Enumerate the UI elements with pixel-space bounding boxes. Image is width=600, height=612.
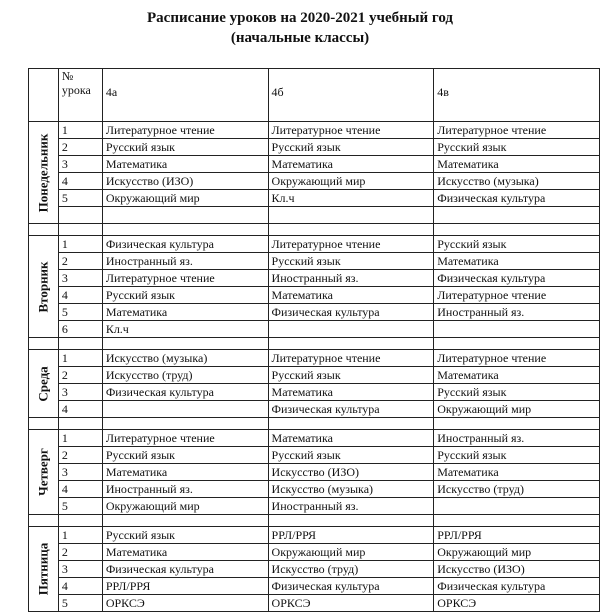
subject-cell: Русский язык — [268, 367, 434, 384]
subject-cell: Литературное чтение — [268, 350, 434, 367]
separator-cell — [29, 515, 59, 527]
separator-cell — [268, 224, 434, 236]
table-row — [29, 464, 600, 481]
day-separator-row — [29, 224, 600, 236]
subject-cell: Окружающий мир — [102, 190, 268, 207]
subject-cell: Русский язык — [434, 384, 600, 401]
day-separator-row — [29, 515, 600, 527]
lesson-number: 1 — [58, 122, 102, 139]
table-row — [29, 173, 600, 190]
day-name: Понедельник — [35, 133, 51, 212]
day-name: Четверг — [35, 448, 51, 496]
subject-cell: Иностранный яз. — [434, 430, 600, 447]
subject-cell: Литературное чтение — [434, 287, 600, 304]
subject-cell — [434, 207, 600, 224]
subject-cell — [268, 321, 434, 338]
subject-cell: ОРКСЭ — [434, 595, 600, 612]
subject-cell: Окружающий мир — [434, 401, 600, 418]
page-title: Расписание уроков на 2020-2021 учебный год — [147, 10, 453, 26]
lesson-number: 2 — [58, 544, 102, 561]
table-row — [29, 430, 600, 447]
lesson-number: 5 — [58, 498, 102, 515]
separator-cell — [102, 224, 268, 236]
day-label-cell — [29, 122, 59, 224]
subject-cell: Искусство (музыка) — [434, 173, 600, 190]
table-row — [29, 207, 600, 224]
subject-cell: Физическая культура — [268, 401, 434, 418]
table-row — [29, 287, 600, 304]
header-class-3: 4в — [434, 69, 600, 122]
table-row — [29, 139, 600, 156]
separator-cell — [102, 338, 268, 350]
subject-cell: Иностранный яз. — [434, 304, 600, 321]
subject-cell: Русский язык — [102, 447, 268, 464]
subject-cell: Физическая культура — [102, 561, 268, 578]
subject-cell: Математика — [102, 156, 268, 173]
day-name: Пятница — [35, 542, 51, 596]
table-row — [29, 447, 600, 464]
table-row — [29, 384, 600, 401]
subject-cell: Физическая культура — [102, 236, 268, 253]
table-row — [29, 401, 600, 418]
lesson-number: 3 — [58, 156, 102, 173]
lesson-number: 3 — [58, 384, 102, 401]
subject-cell: Физическая культура — [102, 384, 268, 401]
header-class-1: 4а — [102, 69, 268, 122]
lesson-number: 4 — [58, 173, 102, 190]
table-row — [29, 561, 600, 578]
lesson-number: 1 — [58, 350, 102, 367]
separator-cell — [29, 224, 59, 236]
subject-cell: Литературное чтение — [434, 122, 600, 139]
page-subtitle: (начальные классы) — [230, 30, 370, 46]
subject-cell — [434, 498, 600, 515]
day-label-cell — [29, 350, 59, 418]
table-row — [29, 122, 600, 139]
lesson-number: 5 — [58, 595, 102, 612]
subject-cell: Литературное чтение — [102, 270, 268, 287]
subject-cell: РРЛ/РРЯ — [434, 527, 600, 544]
subject-cell: ОРКСЭ — [102, 595, 268, 612]
subject-cell: Окружающий мир — [268, 173, 434, 190]
subject-cell: РРЛ/РРЯ — [268, 527, 434, 544]
subject-cell: Русский язык — [434, 236, 600, 253]
table-row — [29, 253, 600, 270]
subject-cell: Литературное чтение — [268, 122, 434, 139]
table-row — [29, 270, 600, 287]
subject-cell: Русский язык — [268, 139, 434, 156]
subject-cell: Иностранный яз. — [268, 270, 434, 287]
separator-cell — [58, 338, 102, 350]
separator-cell — [268, 515, 434, 527]
subject-cell: Русский язык — [102, 527, 268, 544]
subject-cell: Математика — [268, 384, 434, 401]
day-separator-row — [29, 338, 600, 350]
subject-cell: Литературное чтение — [102, 430, 268, 447]
table-row — [29, 156, 600, 173]
separator-cell — [29, 338, 59, 350]
lesson-number: 2 — [58, 139, 102, 156]
subject-cell: Русский язык — [268, 253, 434, 270]
subject-cell: Искусство (труд) — [268, 561, 434, 578]
lesson-number: 3 — [58, 464, 102, 481]
subject-cell: Математика — [102, 464, 268, 481]
subject-cell: Искусство (труд) — [102, 367, 268, 384]
lesson-number: 2 — [58, 447, 102, 464]
subject-cell: Иностранный яз. — [102, 481, 268, 498]
subject-cell: Математика — [268, 156, 434, 173]
table-row — [29, 190, 600, 207]
table-row — [29, 498, 600, 515]
lesson-number: 2 — [58, 367, 102, 384]
lesson-number: 4 — [58, 401, 102, 418]
subject-cell: Русский язык — [268, 447, 434, 464]
subject-cell: РРЛ/РРЯ — [102, 578, 268, 595]
subject-cell: Русский язык — [434, 139, 600, 156]
lesson-number: 4 — [58, 578, 102, 595]
subject-cell: Математика — [434, 367, 600, 384]
subject-cell: Русский язык — [102, 287, 268, 304]
subject-cell — [268, 207, 434, 224]
separator-cell — [268, 338, 434, 350]
separator-cell — [102, 418, 268, 430]
separator-cell — [58, 418, 102, 430]
subject-cell: Физическая культура — [434, 270, 600, 287]
subject-cell: Кл.ч — [102, 321, 268, 338]
subject-cell: Физическая культура — [434, 190, 600, 207]
subject-cell — [102, 401, 268, 418]
lesson-number: 1 — [58, 236, 102, 253]
subject-cell: Искусство (труд) — [434, 481, 600, 498]
table-row — [29, 321, 600, 338]
separator-cell — [58, 224, 102, 236]
table-row — [29, 304, 600, 321]
table-row — [29, 527, 600, 544]
subject-cell: Математика — [434, 156, 600, 173]
separator-cell — [29, 418, 59, 430]
subject-cell: Математика — [434, 464, 600, 481]
day-separator-row — [29, 418, 600, 430]
separator-cell — [434, 418, 600, 430]
subject-cell: Физическая культура — [268, 578, 434, 595]
subject-cell: Литературное чтение — [434, 350, 600, 367]
separator-cell — [268, 418, 434, 430]
subject-cell: Окружающий мир — [268, 544, 434, 561]
header-lesson-number: № урока — [58, 69, 102, 122]
subject-cell: Иностранный яз. — [102, 253, 268, 270]
day-name: Среда — [35, 365, 51, 402]
table-row — [29, 544, 600, 561]
lesson-number: 1 — [58, 430, 102, 447]
separator-cell — [434, 224, 600, 236]
header-day-cell — [29, 69, 59, 122]
subject-cell: Физическая культура — [268, 304, 434, 321]
lesson-number: 3 — [58, 270, 102, 287]
subject-cell: Русский язык — [434, 447, 600, 464]
day-label-cell — [29, 527, 59, 612]
subject-cell: Физическая культура — [434, 578, 600, 595]
subject-cell: Искусство (музыка) — [102, 350, 268, 367]
subject-cell: Кл.ч — [268, 190, 434, 207]
subject-cell: Русский язык — [102, 139, 268, 156]
subject-cell: ОРКСЭ — [268, 595, 434, 612]
lesson-number: 4 — [58, 287, 102, 304]
subject-cell: Математика — [434, 253, 600, 270]
table-row — [29, 578, 600, 595]
lesson-number: 4 — [58, 481, 102, 498]
lesson-number — [58, 207, 102, 224]
lesson-number: 2 — [58, 253, 102, 270]
separator-cell — [434, 515, 600, 527]
lesson-number: 5 — [58, 190, 102, 207]
subject-cell: Иностранный яз. — [268, 498, 434, 515]
schedule-table — [28, 68, 600, 612]
subject-cell: Искусство (музыка) — [268, 481, 434, 498]
subject-cell: Окружающий мир — [434, 544, 600, 561]
table-row — [29, 481, 600, 498]
table-row — [29, 367, 600, 384]
subject-cell: Литературное чтение — [268, 236, 434, 253]
subject-cell: Литературное чтение — [102, 122, 268, 139]
separator-cell — [58, 515, 102, 527]
lesson-number: 1 — [58, 527, 102, 544]
header-row — [29, 69, 600, 122]
subject-cell — [102, 207, 268, 224]
day-label-cell — [29, 430, 59, 515]
header-class-2: 4б — [268, 69, 434, 122]
day-name: Вторник — [35, 260, 51, 313]
subject-cell: Искусство (ИЗО) — [102, 173, 268, 190]
lesson-number: 5 — [58, 304, 102, 321]
table-row — [29, 350, 600, 367]
subject-cell: Математика — [102, 304, 268, 321]
lesson-number: 3 — [58, 561, 102, 578]
table-row — [29, 595, 600, 612]
separator-cell — [434, 338, 600, 350]
subject-cell: Искусство (ИЗО) — [434, 561, 600, 578]
subject-cell: Окружающий мир — [102, 498, 268, 515]
subject-cell — [434, 321, 600, 338]
lesson-number: 6 — [58, 321, 102, 338]
subject-cell: Математика — [268, 430, 434, 447]
table-row — [29, 236, 600, 253]
subject-cell: Математика — [102, 544, 268, 561]
day-label-cell — [29, 236, 59, 338]
subject-cell: Искусство (ИЗО) — [268, 464, 434, 481]
subject-cell: Математика — [268, 287, 434, 304]
separator-cell — [102, 515, 268, 527]
